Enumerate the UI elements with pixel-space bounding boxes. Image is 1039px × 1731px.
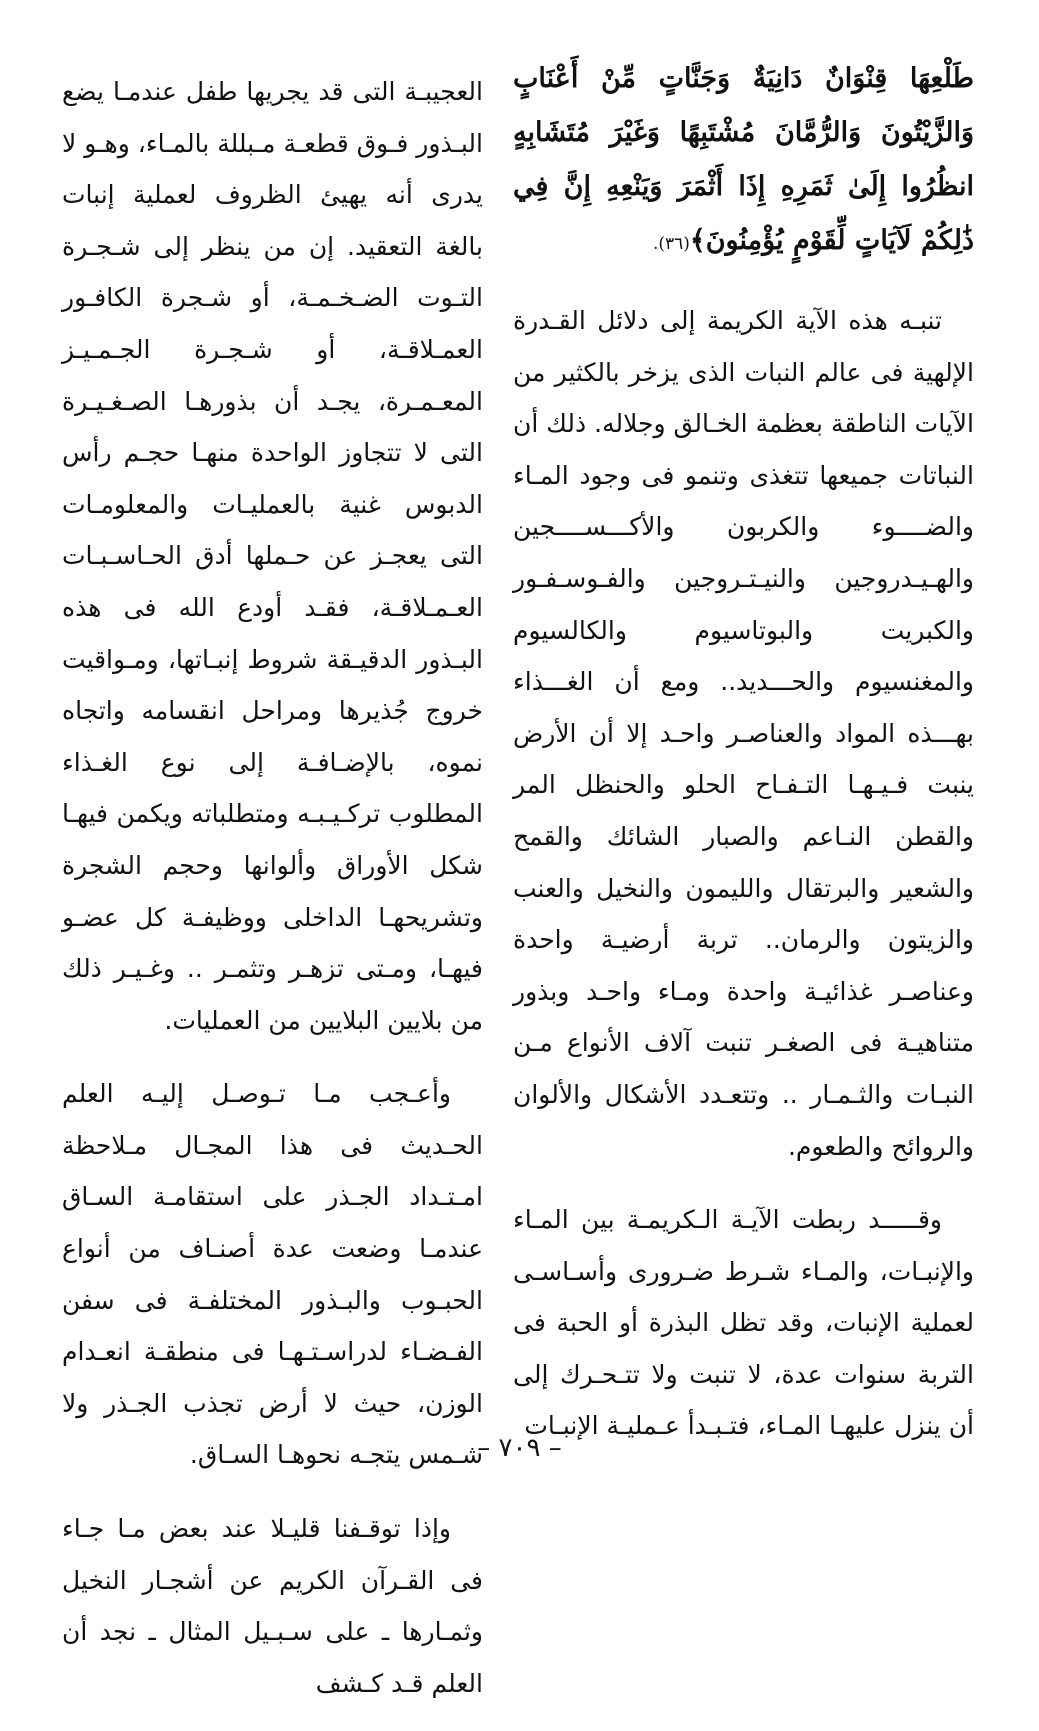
paragraph: العجيبـة التى قد يجريها طفل عندمـا يضع البـذور فـوق قطعـة مـبللة بالمـاء، وهـو لا يدرى أنه يهيئ الظروف لعملية إنبات بالغة التعقيد. إن من ينظر إلى شـجـرة التـوت الضـخـمـة، أو شـجرة الكافـور العمـلاقـة، أو شـجـرة الجـمـيـز المعـمـرة، يجـد أن بذورهـا الصـغـيـرة التى لا تتجاوز الواحدة منهـا حجـم رأس الدبوس غنية بالعمليـات والمعلومـات التى يعجـز عن حـملها أدق الحـاسـبـات العـمـلاقـة، فقـد أودع الله فى هذه البـذور الدقيـقة شروط إنبـاتها، ومـواقيت خروج جُذيرها ومراحل انقسامه واتجاه نموه، بالإضـافـة إلى نوع الغـذاء المطلوب تركـيـبـه ومتطلباته ويكمن فيهـا شكل الأوراق وألوانها وحجم الشجرة وتشريحهـا الداخلى ووظيفـة كل عضـو فيهـا، ومـتى تزهـر وتثمـر .. وغـيـر ذلك من بلايين البلايين من العمليات. (62, 77, 483, 1035)
paragraph: وقـــــد ربطت الآيـة الـكريمـة بين المـاء والإنبـات، والمـاء شـرط ضـرورى وأسـاسـى لعملية الإنبات، وقد تظل البذرة أو الحبة فى التربة سنوات عدة، لا تنبت ولا تتـحـرك إلى أن ينزل عليهـا المـاء، فتـبـدأ عـمليـة الإنبـات (513, 1205, 974, 1441)
page-number: – ٧٠٩ – (477, 1433, 562, 1463)
verse-text: طَلْعِهَا قِنْوَانٌ دَانِيَةٌ وَجَنَّاتٍ مِّنْ أَعْنَابٍ وَالزَّيْتُونَ وَالرُّمَّانَ مُشْتَبِهًا وَغَيْرَ مُتَشَابِهٍ انظُرُوا إِلَىٰ ثَمَرِهِ إِذَا أَثْمَرَ وَيَنْعِهِ إِنَّ فِي ذَٰلِكُمْ لَآيَاتٍ لِّقَوْمٍ يُؤْمِنُونَ﴾ (513, 63, 974, 256)
verse-footnote-ref: (٣٦). (652, 234, 690, 254)
paragraph: وإذا توقـفنا قليـلا عند بعض مـا جـاء فى القـرآن الكريم عن أشجـار النخيل وثمـارها ـ على سـبـيل المثال ـ نجد أن العلم قـد كـشف (62, 1514, 483, 1698)
paragraph: تنبـه هذه الآية الكريمة إلى دلائل القـدرة الإلهية فى عالم النبات الذى يزخر بالكثير من الآيات الناطقة بعظمة الخـالق وجلاله. ذلك أن النباتات جميعها تتغذى وتنمو فى وجود المـاء والضــــوء والكربون والأكـــســــجين والهـيـدروجين والنيـتـروجين والفـوسـفـور والكبريت والبوتاسيوم والكالسيوم والمغنسيوم والحـــديد.. ومع أن الغـــذاء بهـــذه المواد والعناصـر واحـد إلا أن الأرض ينبت فـيـهـا التـفـاح الحلو والحنظل المر والقطن النـاعم والصبار الشائك والقمح والشعير والبرتقال والليمون والنخيل والعنب والزيتون والرمان.. تربة أرضيـة واحدة وعناصـر غذائيـة واحدة ومـاء واحـد وبذور متناهيـة فى الصغـر تنبت آلاف الأنواع مـن النبـات والثـمـار .. وتتعـدد الأشكال والألوان والروائح والطعوم. (513, 306, 974, 1161)
left-column (62, 66, 483, 1731)
paragraph: وأعـجب مـا تـوصـل إليـه العلم الحـديث فى هذا المجـال مـلاحظة امـتـداد الجـذر على استقامـة السـاق عندمـا وضعت عدة أصنـاف من أنواع الحبـوب والبـذور المختلفـة فى سفن الفـضـاء لدراسـتـهـا فى منطقـة انعـدام الوزن، حيث لا أرض تجذب الجـذر ولا شـمس يتجـه نحوهـا السـاق. (62, 1079, 483, 1470)
right-column (513, 52, 974, 1474)
quran-verse (513, 52, 974, 271)
